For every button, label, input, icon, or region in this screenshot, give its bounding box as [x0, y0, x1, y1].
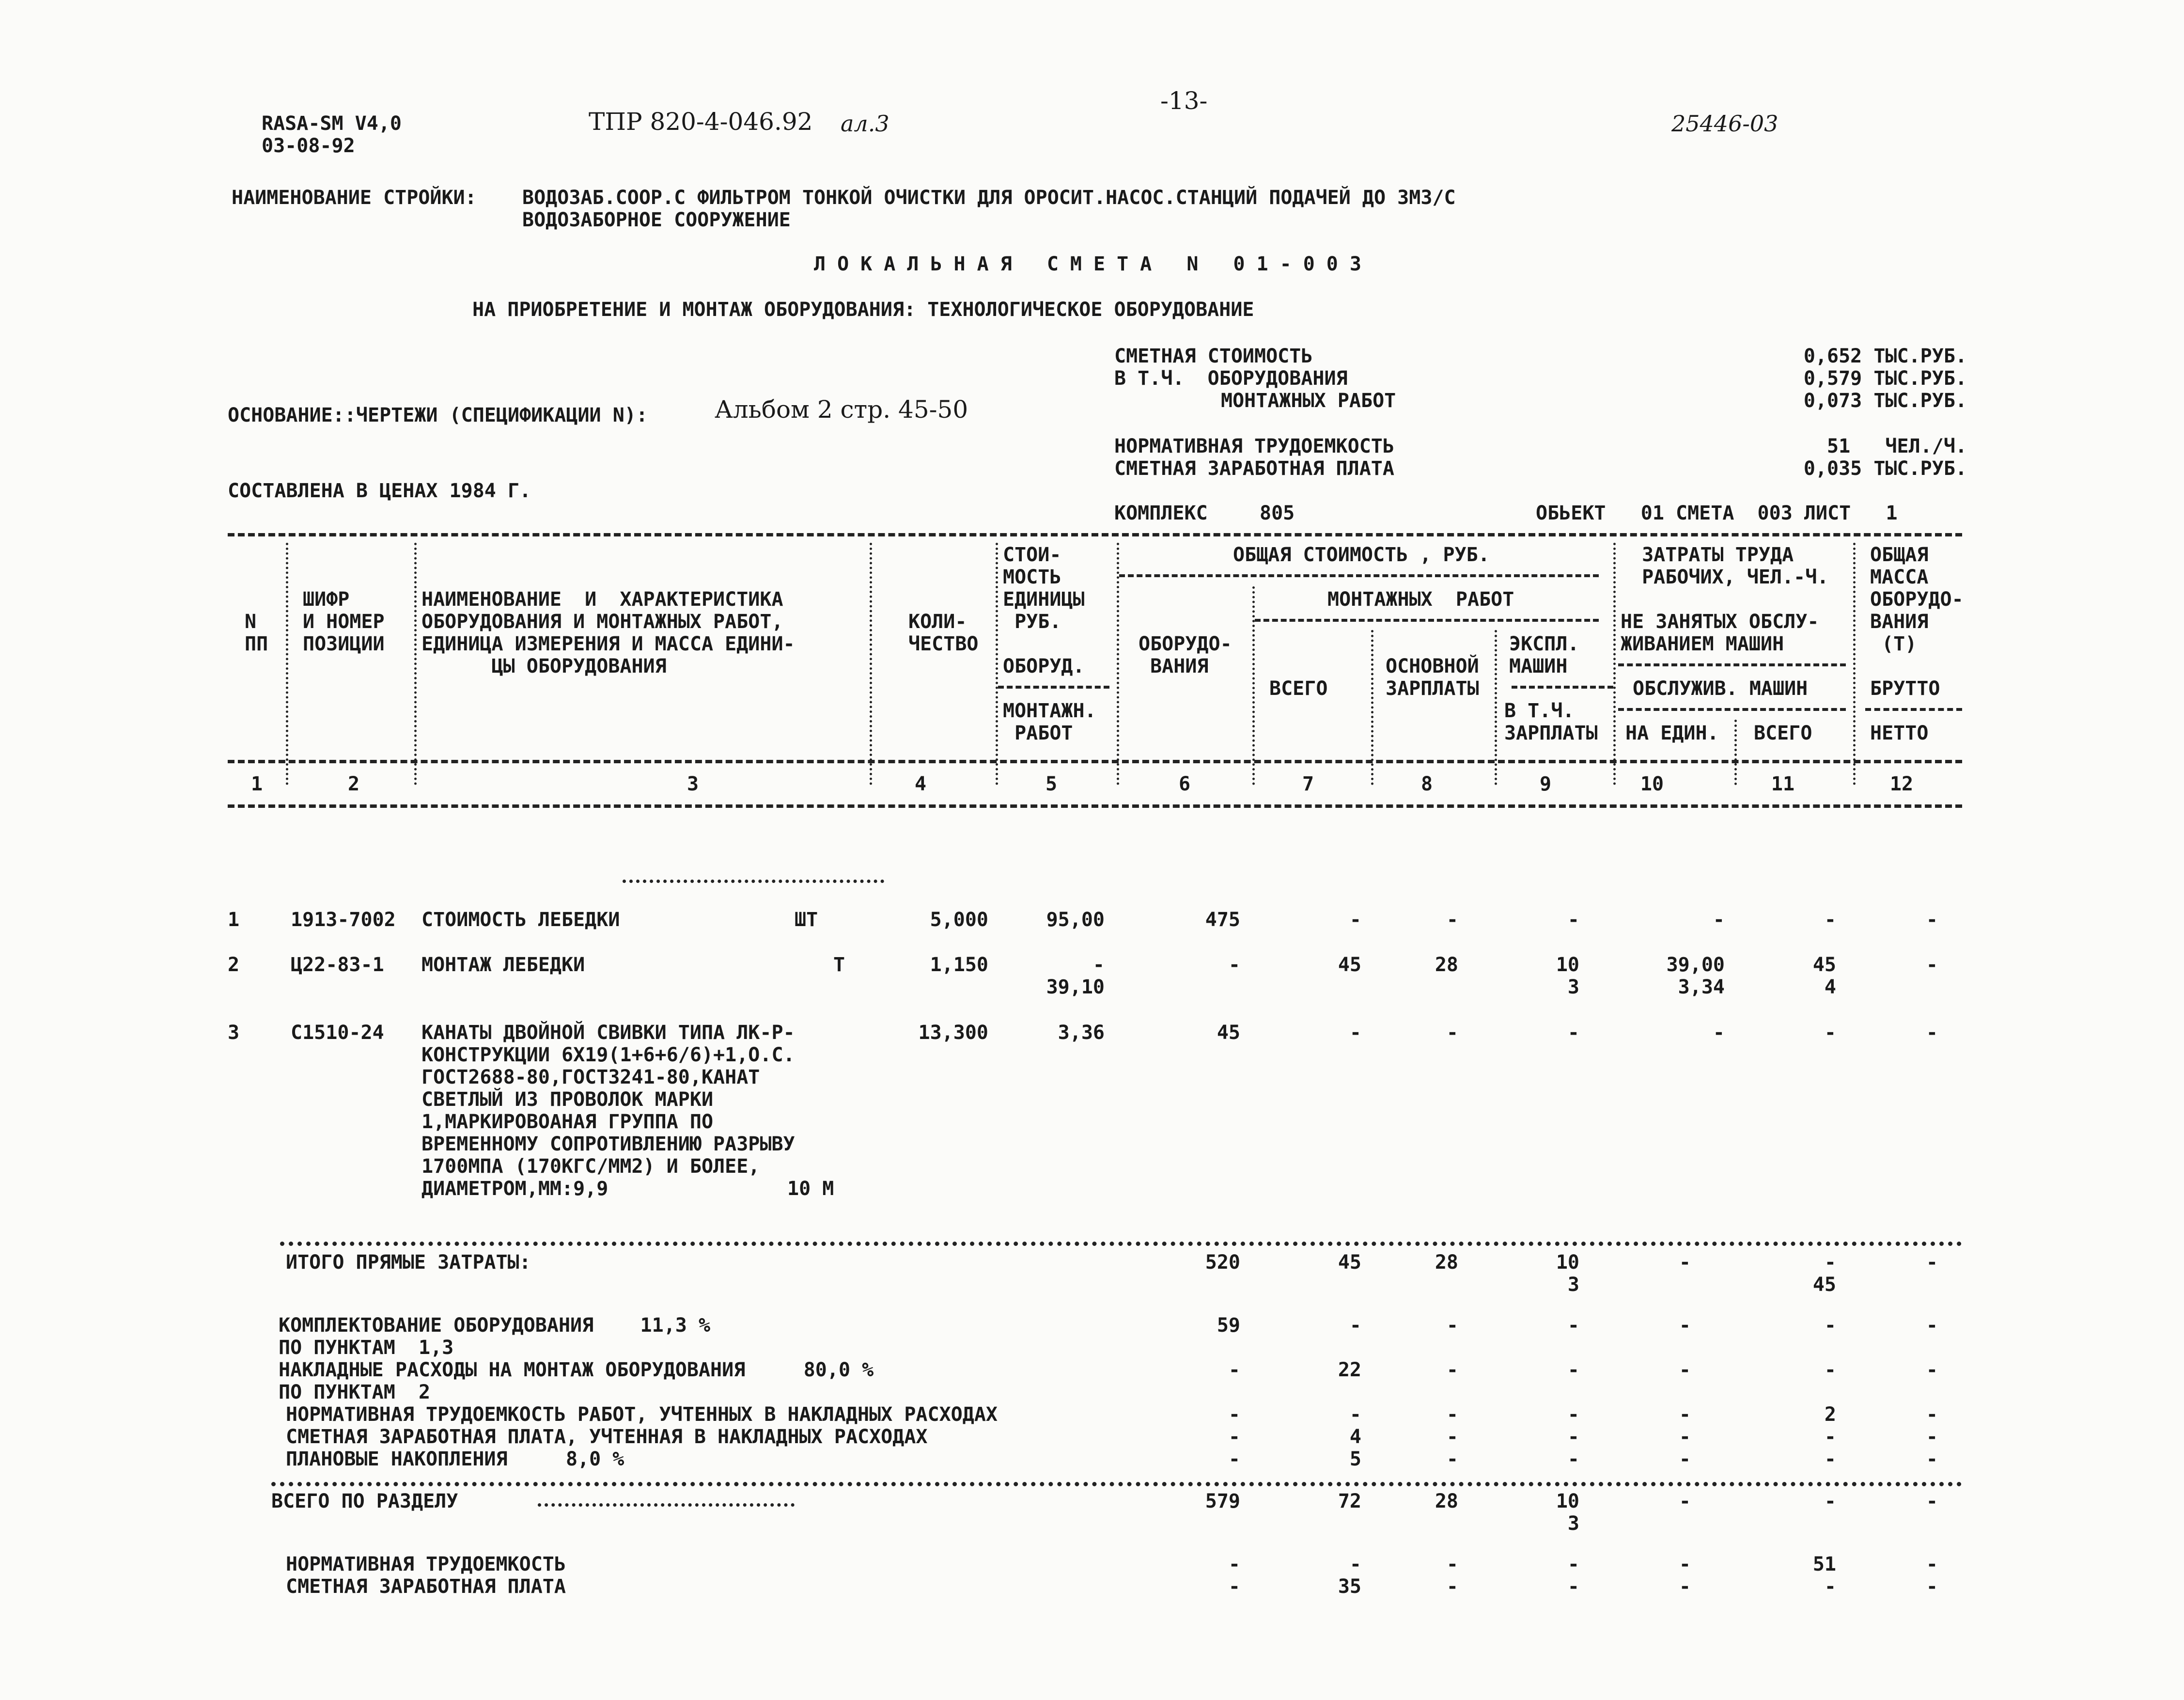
summary-cost-value: 0,652 ТЫС.РУБ.: [1803, 345, 1967, 367]
row3-name: КАНАТЫ ДВОЙНОЙ СВИВКИ ТИПА ЛК-Р- КОНСТРУКЦИИ 6Х19(1+6+6/6)+1,О.С. ГОСТ2688-80,ГОСТ3241-80,КАНАТ СВЕТЛЫЙ ИЗ ПРОВОЛОК МАРКИ 1,МАРКИРОВОАНАЯ ГРУППА ПО ВРЕМЕННОМУ СОПРОТИВЛЕНИЮ РАЗРЫВУ 1700МПА (170КГС/ММ2) И БОЛЕЕ, ДИАМЕТРОМ,ММ:9,9: [421, 1022, 795, 1200]
row1-per-unit: -: [1713, 909, 1725, 931]
equip-completion-label: КОМПЛЕКТОВАНИЕ ОБОРУДОВАНИЯ 11,3 % ПО ПУНКТАМ 1,3: [279, 1314, 711, 1359]
head-labor-not-busy: НЕ ЗАНЯТЫХ ОБСЛУ- ЖИВАНИЕМ МАШИН: [1621, 611, 1819, 655]
overhead-wage-wage: -: [1446, 1426, 1458, 1448]
col-num: 4: [914, 773, 927, 795]
rule-head-7: [1865, 708, 1962, 711]
row3-all: -: [1824, 1022, 1836, 1044]
col-sep: [870, 543, 872, 785]
page-title: ЛОКАЛЬНАЯ СМЕТА N 01-003: [814, 253, 1373, 275]
est-wage-per-unit: -: [1679, 1575, 1691, 1598]
basis-value: Альбом 2 стр. 45-50: [715, 395, 968, 424]
head-col12-net: НЕТТО: [1870, 722, 1929, 744]
prices-line: СОСТАВЛЕНА В ЦЕНАХ 1984 Г.: [228, 480, 531, 502]
overhead-labor-mass: -: [1926, 1403, 1938, 1426]
head-labor-servicing: ОБСЛУЖИВ. МАШИН: [1633, 677, 1808, 700]
head-col12-gross: БРУТТО: [1870, 677, 1940, 700]
section-total-mass: -: [1926, 1490, 1938, 1512]
overhead-labor-label: НОРМАТИВНАЯ ТРУДОЕМКОСТЬ РАБОТ, УЧТЕННЫХ В НАКЛАДНЫХ РАСХОДАХ: [286, 1403, 998, 1426]
equip-completion-mach: -: [1567, 1314, 1579, 1337]
total-direct-equip: 520: [1205, 1251, 1240, 1274]
row2-code: Ц22-83-1: [291, 954, 384, 976]
section-total-leader: [538, 1503, 795, 1507]
row3-wage: -: [1446, 1022, 1458, 1044]
head-col4: КОЛИ- ЧЕСТВО: [908, 611, 979, 655]
norm-labor-wage: -: [1446, 1553, 1458, 1575]
rule-head-bottom: [228, 760, 1962, 763]
overhead-labor-equip: -: [1228, 1403, 1240, 1426]
row2-price: - 39,10: [1046, 954, 1105, 998]
norm-labor-total: -: [1349, 1553, 1361, 1575]
head-col8: ОСНОВНОЙ ЗАРПЛАТЫ: [1386, 655, 1479, 700]
overhead-wage-label: СМЕТНАЯ ЗАРАБОТНАЯ ПЛАТА, УЧТЕННАЯ В НАКЛАДНЫХ РАСХОДАХ: [286, 1426, 928, 1448]
col-num: 6: [1178, 773, 1191, 795]
col-num: 5: [1045, 773, 1058, 795]
section-total-wage: 28: [1435, 1490, 1458, 1512]
registration-number: 25446-03: [1671, 110, 1778, 137]
rule-top: [228, 533, 1962, 536]
total-direct-per-unit: -: [1679, 1251, 1691, 1274]
col-num: 3: [686, 773, 699, 795]
section-dots-top: [271, 1482, 1962, 1486]
overhead-mass: -: [1926, 1359, 1938, 1381]
head-total-cost: ОБЩАЯ СТОИМОСТЬ , РУБ.: [1233, 544, 1490, 566]
head-col9-wages: В Т.Ч. ЗАРПЛАТЫ: [1504, 700, 1598, 744]
summary-wage-value: 0,035 ТЫС.РУБ.: [1803, 457, 1967, 480]
rule-head-6: [1512, 686, 1613, 689]
overhead-total: 22: [1338, 1359, 1361, 1381]
row3-qty: 13,300: [918, 1022, 988, 1044]
rows-start-dots: [623, 880, 884, 883]
row1-n: 1: [228, 909, 240, 931]
doc-code: ТПР 820-4-046.92: [589, 108, 813, 136]
equip-completion-total: -: [1349, 1314, 1361, 1337]
row2-unit: Т: [833, 954, 845, 976]
col-sep: [1734, 720, 1737, 785]
overhead-equip: -: [1228, 1359, 1240, 1381]
row1-all: -: [1824, 909, 1836, 931]
overhead-wage-equip: -: [1228, 1426, 1240, 1448]
object-sheet-line: ОБЬЕКТ 01 СМЕТА 003 ЛИСТ 1: [1536, 502, 1898, 524]
summary-cost-label: СМЕТНАЯ СТОИМОСТЬ: [1114, 345, 1313, 367]
norm-labor-label: НОРМАТИВНАЯ ТРУДОЕМКОСТЬ: [286, 1553, 566, 1575]
head-mount-works: МОНТАЖНЫХ РАБОТ: [1327, 588, 1514, 611]
row3-mass: -: [1926, 1022, 1938, 1044]
col-sep: [996, 543, 998, 785]
section-total-per-unit: -: [1679, 1490, 1691, 1512]
row3-total: -: [1349, 1022, 1361, 1044]
overhead-per-unit: -: [1679, 1359, 1691, 1381]
complex-label: КОМПЛЕКС: [1114, 502, 1208, 524]
page-subtitle: НА ПРИОБРЕТЕНИЕ И МОНТАЖ ОБОРУДОВАНИЯ: ТЕХНОЛОГИЧЕСКОЕ ОБОРУДОВАНИЕ: [472, 299, 1254, 321]
overhead-wage-all: -: [1824, 1426, 1836, 1448]
row1-total: -: [1349, 909, 1361, 931]
rule-head-2: [1255, 619, 1599, 622]
overhead-wage-mach: -: [1567, 1426, 1579, 1448]
est-wage-total: 35: [1338, 1575, 1361, 1598]
row2-n: 2: [228, 954, 240, 976]
totals-dots-top: [280, 1242, 1962, 1246]
row2-equip: -: [1228, 954, 1240, 976]
overhead-label: НАКЛАДНЫЕ РАСХОДЫ НА МОНТАЖ ОБОРУДОВАНИЯ 80,0 % ПО ПУНКТАМ 2: [279, 1359, 874, 1403]
overhead-mach: -: [1567, 1359, 1579, 1381]
total-direct-label: ИТОГО ПРЯМЫЕ ЗАТРАТЫ:: [286, 1251, 531, 1274]
head-col5-unit-cost: СТОИ- МОСТЬ ЕДИНИЦЫ РУБ.: [1003, 544, 1085, 633]
overhead-wage-per-unit: -: [1679, 1426, 1691, 1448]
section-total-all: -: [1824, 1490, 1836, 1512]
total-direct-wage: 28: [1435, 1251, 1458, 1274]
summary-mount-value: 0,073 ТЫС.РУБ.: [1803, 390, 1967, 412]
row1-name: СТОИМОСТЬ ЛЕБЕДКИ: [421, 909, 620, 931]
summary-labor-label: НОРМАТИВНАЯ ТРУДОЕМКОСТЬ: [1114, 435, 1394, 457]
rule-head-3: [1618, 663, 1846, 666]
row1-price: 95,00: [1046, 909, 1105, 931]
overhead-wage: -: [1446, 1359, 1458, 1381]
section-total-total: 72: [1338, 1490, 1361, 1512]
planned-savings-wage: -: [1446, 1448, 1458, 1470]
norm-labor-mass: -: [1926, 1553, 1938, 1575]
equip-completion-wage: -: [1446, 1314, 1458, 1337]
col-sep: [1252, 586, 1255, 785]
construction-name: ВОДОЗАБ.СООР.С ФИЛЬТРОМ ТОНКОЙ ОЧИСТКИ ДЛЯ ОРОСИТ.НАСОС.СТАНЦИЙ ПОДАЧЕЙ ДО 3М3/С: [522, 187, 1456, 209]
planned-savings-mach: -: [1567, 1448, 1579, 1470]
est-wage-mach: -: [1567, 1575, 1579, 1598]
col-sep: [286, 543, 288, 785]
row3-mach: -: [1567, 1022, 1579, 1044]
section-total-equip: 579: [1205, 1490, 1240, 1512]
planned-savings-per-unit: -: [1679, 1448, 1691, 1470]
total-direct-total: 45: [1338, 1251, 1361, 1274]
equip-completion-all: -: [1824, 1314, 1836, 1337]
col-sep: [1117, 543, 1119, 785]
head-col2: ШИФР И НОМЕР ПОЗИЦИИ: [303, 588, 385, 655]
head-col1: N ПП: [245, 611, 268, 655]
row1-code: 1913-7002: [291, 909, 396, 931]
norm-labor-equip: -: [1228, 1553, 1240, 1575]
section-total-mach: 10 3: [1556, 1490, 1579, 1535]
row2-total: 45: [1338, 954, 1361, 976]
col-num: 12: [1889, 773, 1914, 795]
overhead-labor-all: 2: [1824, 1403, 1836, 1426]
norm-labor-per-unit: -: [1679, 1553, 1691, 1575]
est-wage-label: СМЕТНАЯ ЗАРАБОТНАЯ ПЛАТА: [286, 1575, 566, 1598]
col-num: 11: [1771, 773, 1795, 795]
overhead-labor-mach: -: [1567, 1403, 1579, 1426]
est-wage-equip: -: [1228, 1575, 1240, 1598]
program-date: 03-08-92: [262, 135, 355, 157]
col-num: 10: [1640, 773, 1664, 795]
head-col7: ВСЕГО: [1269, 677, 1328, 700]
head-col5-mount: МОНТАЖН. РАБОТ: [1003, 700, 1096, 744]
overhead-wage-mass: -: [1926, 1426, 1938, 1448]
total-direct-mass: -: [1926, 1251, 1938, 1274]
row1-wage: -: [1446, 909, 1458, 931]
total-direct-all: - 45: [1812, 1251, 1836, 1296]
construction-label: НАИМЕНОВАНИЕ СТРОЙКИ:: [232, 187, 477, 209]
planned-savings-total: 5: [1349, 1448, 1361, 1470]
overhead-labor-wage: -: [1446, 1403, 1458, 1426]
equip-completion-mass: -: [1926, 1314, 1938, 1337]
row1-mach: -: [1567, 909, 1579, 931]
summary-equip-label: В Т.Ч. ОБОРУДОВАНИЯ: [1114, 367, 1348, 390]
col-num: 9: [1539, 773, 1552, 795]
summary-labor-value: 51 ЧЕЛ./Ч.: [1827, 435, 1967, 457]
overhead-labor-total: -: [1349, 1403, 1361, 1426]
summary-equip-value: 0,579 ТЫС.РУБ.: [1803, 367, 1967, 390]
row3-unit: 10 М: [787, 1178, 834, 1200]
basis-label: ОСНОВАНИЕ::ЧЕРТЕЖИ (СПЕЦИФИКАЦИИ N):: [228, 404, 648, 426]
construction-object: ВОДОЗАБОРНОЕ СООРУЖЕНИЕ: [522, 209, 791, 231]
row2-wage: 28: [1435, 954, 1458, 976]
col-sep: [1613, 543, 1616, 785]
head-col9-machines: ЭКСПЛ. МАШИН: [1509, 633, 1579, 677]
col-sep: [414, 543, 417, 785]
planned-savings-label: ПЛАНОВЫЕ НАКОПЛЕНИЯ 8,0 %: [286, 1448, 624, 1470]
overhead-labor-per-unit: -: [1679, 1403, 1691, 1426]
head-col10: НА ЕДИН.: [1625, 722, 1719, 744]
planned-savings-equip: -: [1228, 1448, 1240, 1470]
row3-price: 3,36: [1058, 1022, 1105, 1044]
col-num: 7: [1302, 773, 1314, 795]
head-col12-mass: ОБЩАЯ МАССА ОБОРУДО- ВАНИЯ (Т): [1870, 544, 1964, 655]
complex-value: 805: [1260, 502, 1295, 524]
rule-head-5: [998, 686, 1109, 689]
row1-equip: 475: [1205, 909, 1240, 931]
head-col6: ОБОРУДО- ВАНИЯ: [1139, 633, 1232, 677]
head-col5-equip: ОБОРУД.: [1003, 655, 1085, 677]
summary-wage-label: СМЕТНАЯ ЗАРАБОТНАЯ ПЛАТА: [1114, 457, 1394, 480]
planned-savings-all: -: [1824, 1448, 1836, 1470]
total-direct-mach: 10 3: [1556, 1251, 1579, 1296]
row2-mach: 10 3: [1556, 954, 1579, 998]
section-total-label: ВСЕГО ПО РАЗДЕЛУ: [271, 1490, 458, 1512]
col-sep: [1853, 543, 1856, 785]
rule-head-4: [1618, 708, 1846, 711]
row1-qty: 5,000: [930, 909, 988, 931]
norm-labor-all: 51: [1812, 1553, 1836, 1575]
col-num: 2: [347, 773, 360, 795]
row3-per-unit: -: [1713, 1022, 1725, 1044]
head-col11: ВСЕГО: [1754, 722, 1812, 744]
head-col3: НАИМЕНОВАНИЕ И ХАРАКТЕРИСТИКА ОБОРУДОВАНИЯ И МОНТАЖНЫХ РАБОТ, ЕДИНИЦА ИЗМЕРЕНИЯ И МАССА ЕДИНИ- ЦЫ ОБОРУДОВАНИЯ: [421, 588, 795, 677]
row2-mass: -: [1926, 954, 1938, 976]
col-num: 1: [250, 773, 263, 795]
est-wage-mass: -: [1926, 1575, 1938, 1598]
overhead-wage-total: 4: [1349, 1426, 1361, 1448]
row1-unit: ШТ: [795, 909, 818, 931]
est-wage-all: -: [1824, 1575, 1836, 1598]
row2-qty: 1,150: [930, 954, 988, 976]
norm-labor-mach: -: [1567, 1553, 1579, 1575]
program-version: RASA-SM V4,0: [262, 112, 402, 135]
summary-mount-label: МОНТАЖНЫХ РАБОТ: [1221, 390, 1396, 412]
overhead-all: -: [1824, 1359, 1836, 1381]
row3-equip: 45: [1217, 1022, 1240, 1044]
rule-head-1: [1119, 574, 1599, 577]
album-note: ал.3: [841, 110, 889, 137]
page-number: -13-: [1160, 87, 1208, 115]
row3-n: 3: [228, 1022, 240, 1044]
equip-completion-equip: 59: [1217, 1314, 1240, 1337]
equip-completion-per-unit: -: [1679, 1314, 1691, 1337]
row2-per-unit: 39,00 3,34: [1666, 954, 1725, 998]
head-labor: ЗАТРАТЫ ТРУДА РАБОЧИХ, ЧЕЛ.-Ч.: [1642, 544, 1829, 588]
rule-nums-bottom: [228, 804, 1962, 808]
col-num: 8: [1420, 773, 1433, 795]
planned-savings-mass: -: [1926, 1448, 1938, 1470]
est-wage-wage: -: [1446, 1575, 1458, 1598]
row2-name: МОНТАЖ ЛЕБЕДКИ: [421, 954, 585, 976]
row1-mass: -: [1926, 909, 1938, 931]
row2-all: 45 4: [1812, 954, 1836, 998]
row3-code: С1510-24: [291, 1022, 384, 1044]
